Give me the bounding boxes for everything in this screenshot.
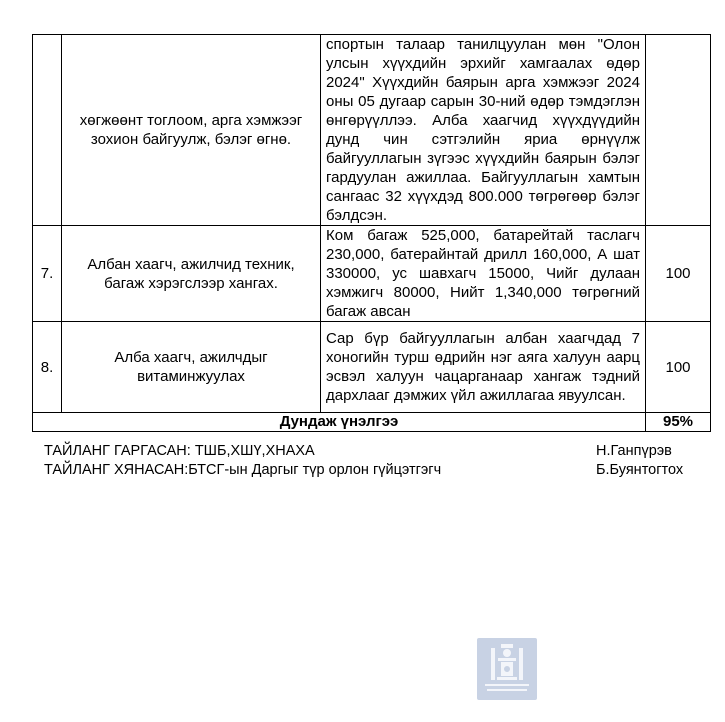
- row-number: [33, 35, 62, 226]
- prepared-by-row: [44, 442, 676, 461]
- average-row: [33, 413, 711, 432]
- signature-block: [44, 442, 684, 480]
- reviewed-by-label: ТАЙЛАНГ ХЯНАСАН:БТСГ-ын Даргыг түр орлон гүйцэтгэгч: [44, 462, 442, 478]
- performance-cell: Ком багаж 525,000, батарейтай таслагч 230,000, батерайнтай дрилл 160,000, А шат 330000, ус шавхагч 15000, Чийг дулаан хэмжигч 80000, Нийт 1,340,000 төгрөгний багаж авсан: [321, 226, 646, 322]
- table-row: [33, 322, 711, 413]
- performance-cell: Сар бүр байгууллагын албан хаагчдад 7 хоногийн турш өдрийн нэг аяга халуун аарц эсвэл халуун чацарганаар хангаж тэдний дархлааг дэмжих үйл ажиллагаа явуулсан.: [321, 322, 646, 413]
- performance-cell: спортын талаар танилцуулан мөн "Олон улсын хүүхдийн эрхийг хамгаалах өдөр 2024" Хүүхдийн баярын арга хэмжээг 2024 оны 05 дугаар сарын 30-ний өдөр тэмдэглэн өнгөрүүллээ. Алба хаагчид хүүхдүүдийн дунд чин сэтгэлийн яриа өрнүүлж байгууллагын зүгээс хүүхдийн баярын бэлэг гардуулан ажиллаа. Байгууллагын хамтын сангаас 32 хүүхдэд 800.000 төгрөгөөр бэлэг бэлдсэн.: [321, 35, 646, 226]
- score-cell: 100: [646, 226, 711, 322]
- average-label: Дундаж үнэлгээ: [33, 413, 646, 432]
- average-value: 95%: [646, 413, 711, 432]
- task-cell: Алба хаагч, ажилчдыг витаминжуулах: [62, 322, 321, 413]
- row-number: 8.: [33, 322, 62, 413]
- table-row: [33, 226, 711, 322]
- government-emblem-icon: [477, 638, 537, 700]
- report-table: [32, 34, 711, 432]
- task-cell: Албан хаагч, ажилчид техник, багаж хэрэгслээр хангах.: [62, 226, 321, 322]
- score-cell: [646, 35, 711, 226]
- task-cell: хөгжөөнт тоглоом, арга хэмжээг зохион байгуулж, бэлэг өгнө.: [62, 35, 321, 226]
- score-cell: 100: [646, 322, 711, 413]
- prepared-by-name: Н.Ганпүрэв: [596, 443, 672, 459]
- reviewed-by-row: [44, 461, 684, 480]
- reviewed-by-name: Б.Буянтогтох: [596, 462, 684, 478]
- row-number: 7.: [33, 226, 62, 322]
- prepared-by-label: ТАЙЛАНГ ГАРГАСАН: ТШБ,ХШҮ,ХНАХА: [44, 443, 315, 459]
- table-row: [33, 35, 711, 226]
